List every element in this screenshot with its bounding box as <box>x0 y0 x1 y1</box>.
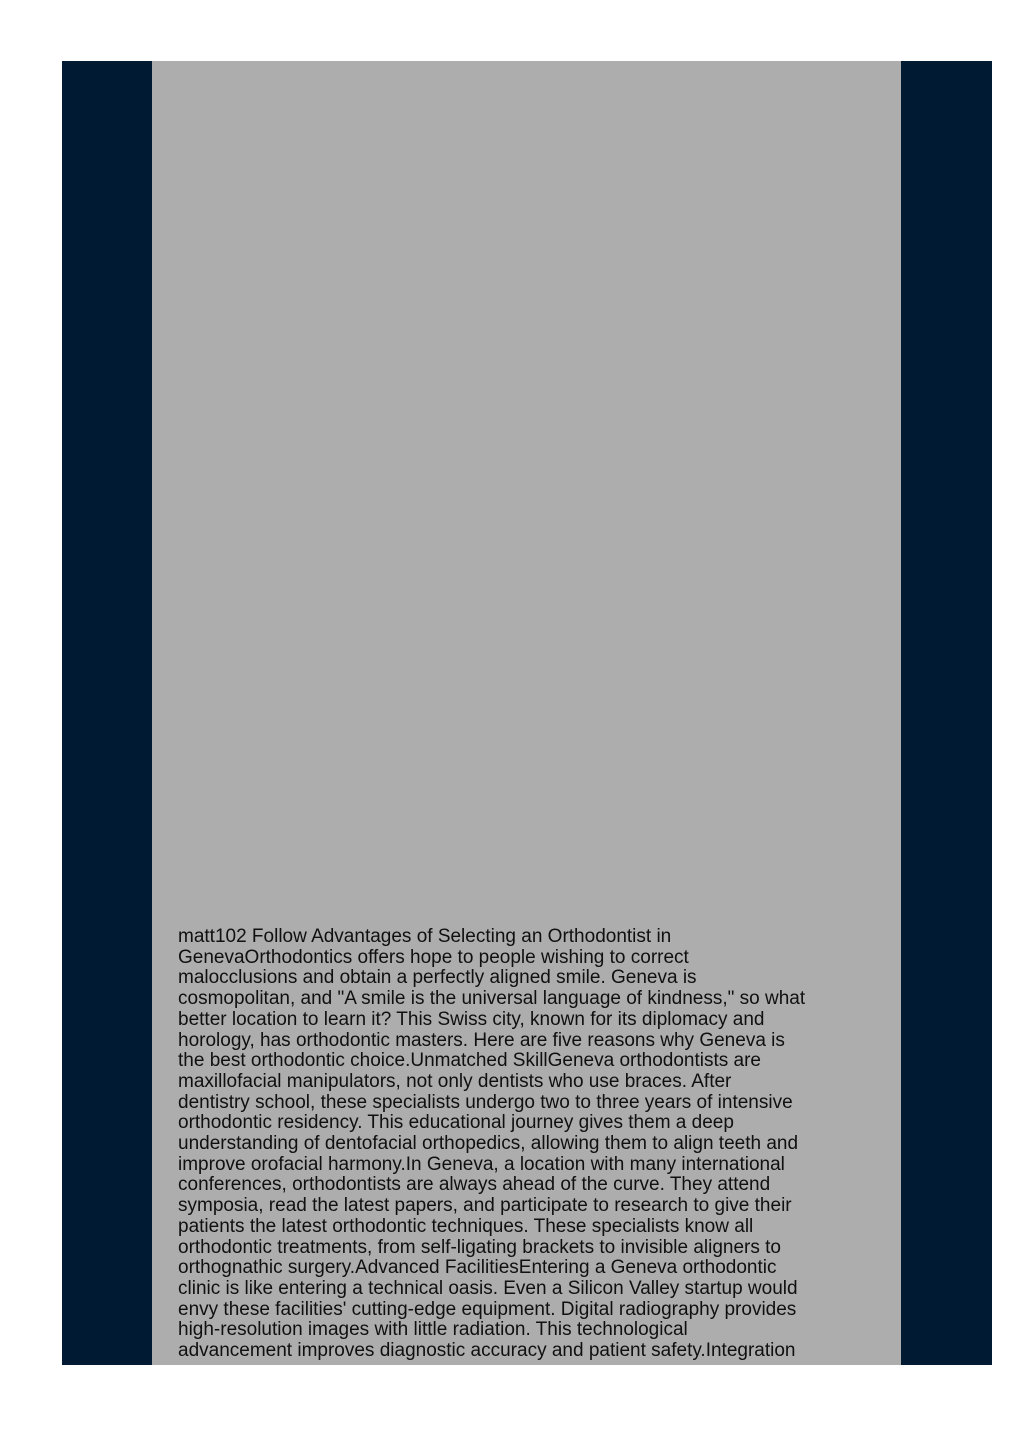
document-body-text: matt102 Follow Advantages of Selecting an Orthodontist in GenevaOrthodontics offers hope to people wishing to correct malocclusions and obtain a perfectly aligned smile. Geneva is cosmopolitan, and "A smile is the universal language of kindness," so what better location to learn it? This Swiss city, known for its diplomacy and horology, has orthodontic masters. Here are five reasons why Geneva is the best orthodontic choice.Unmatched SkillGeneva orthodontists are maxillofacial manipulators, not only dentists who use braces. After dentistry school, these specialists undergo two to three years of intensive orthodontic residency. This educational journey gives them a deep understanding of dentofacial orthopedics, allowing them to align teeth and improve orofacial harmony.In Geneva, a location with many international conferences, orthodontists are always ahead of the curve. They attend symposia, read the latest papers, and participate to research to give their patients the latest orthodontic techniques. These specialists know all orthodontic treatments, from self-ligating brackets to invisible aligners to orthognathic surgery.Advanced FacilitiesEntering a Geneva orthodontic clinic is like entering a technical oasis. Even a Silicon Valley startup would envy these facilities' cutting-edge equipment. Digital radiography provides high-resolution images with little radiation. This technological advancement improves diagnostic accuracy and patient safety.Integration <box>178 926 806 1362</box>
document-frame <box>62 61 992 1365</box>
document-panel <box>152 61 901 1365</box>
